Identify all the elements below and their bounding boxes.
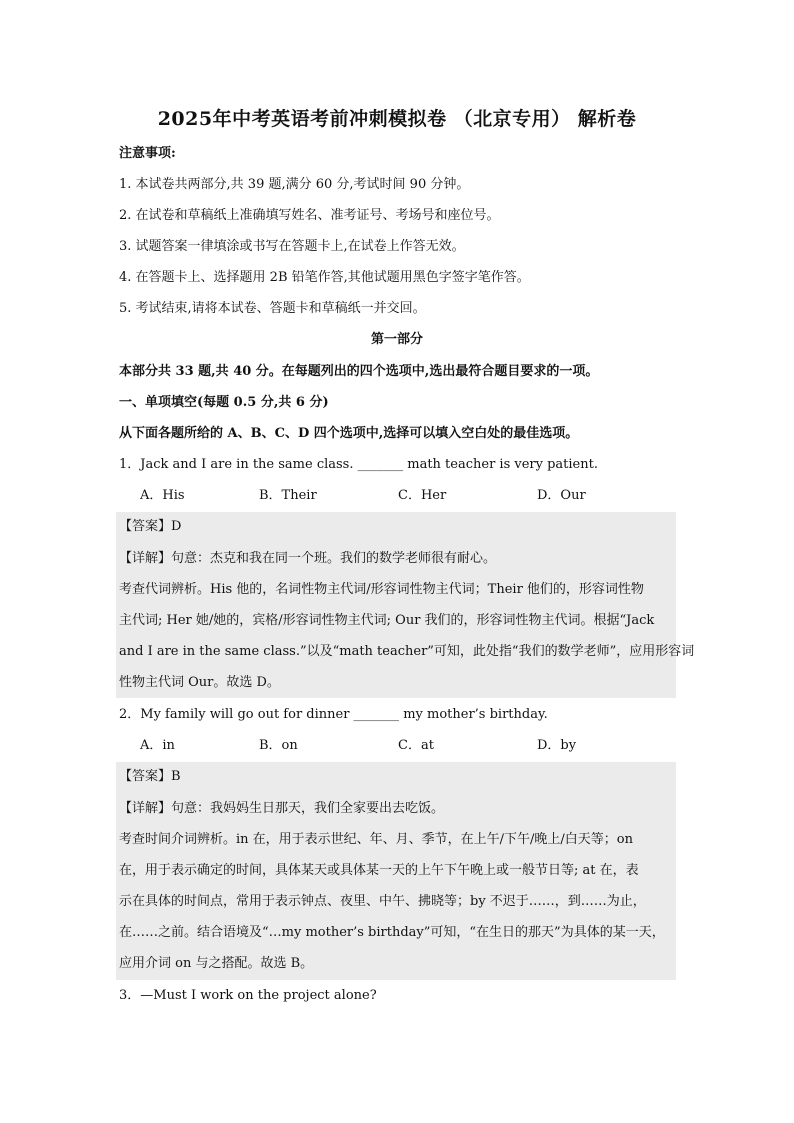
option-b: B．Their — [259, 488, 317, 503]
explanation-line: 考查时间介词辨析。in 在，用于表示世纪、年、月、季节，在上午/下午/晚上/白天等；on — [119, 832, 634, 847]
notice-item: 4. 在答题卡上、选择题用 2B 铅笔作答,其他试题用黑色字签字笔作答。 — [119, 270, 530, 285]
answer-block — [116, 512, 676, 698]
notice-heading: 注意事项: — [119, 146, 176, 161]
explanation-line: 性物主代词 Our。故选 D。 — [119, 675, 280, 690]
explanation-line: 在，用于表示确定的时间，具体某天或具体某一天的上午下午晚上或一般节日等; at 在，表 — [119, 863, 639, 878]
notice-item: 3. 试题答案一律填涂或书写在答题卡上,在试卷上作答无效。 — [119, 239, 465, 254]
answer-label: 【答案】D — [119, 519, 182, 534]
option-a: A．His — [140, 488, 185, 503]
question-stem: 2．My family will go out for dinner _______ my mother’s birthday. — [119, 707, 548, 722]
option-a: A．in — [140, 738, 175, 753]
notice-item: 1. 本试卷共两部分,共 39 题,满分 60 分,考试时间 90 分钟。 — [119, 177, 470, 192]
explanation-line: 主代词; Her 她/她的，宾格/形容词性物主代词; Our 我们的，形容词性物主代词。根据“Jack — [119, 613, 655, 628]
answer-label: 【答案】B — [119, 769, 181, 784]
explanation-line: 应用介词 on 与之搭配。故选 B。 — [119, 956, 314, 971]
explanation-line: 【详解】句意：我妈妈生日那天，我们全家要出去吃饭。 — [119, 801, 445, 816]
section-instruction: 从下面各题所给的 A、B、C、D 四个选项中,选择可以填入空白处的最佳选项。 — [119, 426, 579, 441]
notice-item: 5. 考试结束,请将本试卷、答题卡和草稿纸一并交回。 — [119, 301, 426, 316]
question-stem: 3．—Must I work on the project alone? — [119, 988, 377, 1003]
option-b: B．on — [259, 738, 298, 753]
part-heading: 第一部分 — [370, 332, 423, 347]
option-d: D．by — [537, 738, 577, 753]
explanation-line: 在……之前。结合语境及“…my mother’s birthday”可知，“在生日的那天”为具体的某一天， — [119, 925, 665, 940]
page-title: 2025年中考英语考前冲刺模拟卷 （北京专用） 解析卷 — [157, 108, 637, 130]
option-c: C．Her — [398, 488, 447, 503]
question-stem: 1．Jack and I are in the same class. _______ math teacher is very patient. — [119, 457, 598, 472]
explanation-line: 示在具体的时间点，常用于表示钟点、夜里、中午、拂晓等；by 不迟于……，到……为止， — [119, 894, 646, 909]
explanation-line: 【详解】句意：杰克和我在同一个班。我们的数学老师很有耐心。 — [119, 551, 497, 566]
part-intro: 本部分共 33 题,共 40 分。在每题列出的四个选项中,选出最符合题目要求的一项。 — [119, 364, 599, 379]
notice-item: 2. 在试卷和草稿纸上准确填写姓名、准考证号、考场号和座位号。 — [119, 208, 500, 223]
option-d: D．Our — [537, 488, 586, 503]
option-c: C．at — [398, 738, 434, 753]
explanation-line: 考查代词辨析。His 他的，名词性物主代词/形容词性物主代词；Their 他们的，形容词性物 — [119, 582, 644, 597]
explanation-line: and I are in the same class.”以及“math teacher”可知，此处指“我们的数学老师”，应用形容词 — [119, 644, 695, 659]
section-title: 一、单项填空(每题 0.5 分,共 6 分) — [119, 395, 329, 410]
